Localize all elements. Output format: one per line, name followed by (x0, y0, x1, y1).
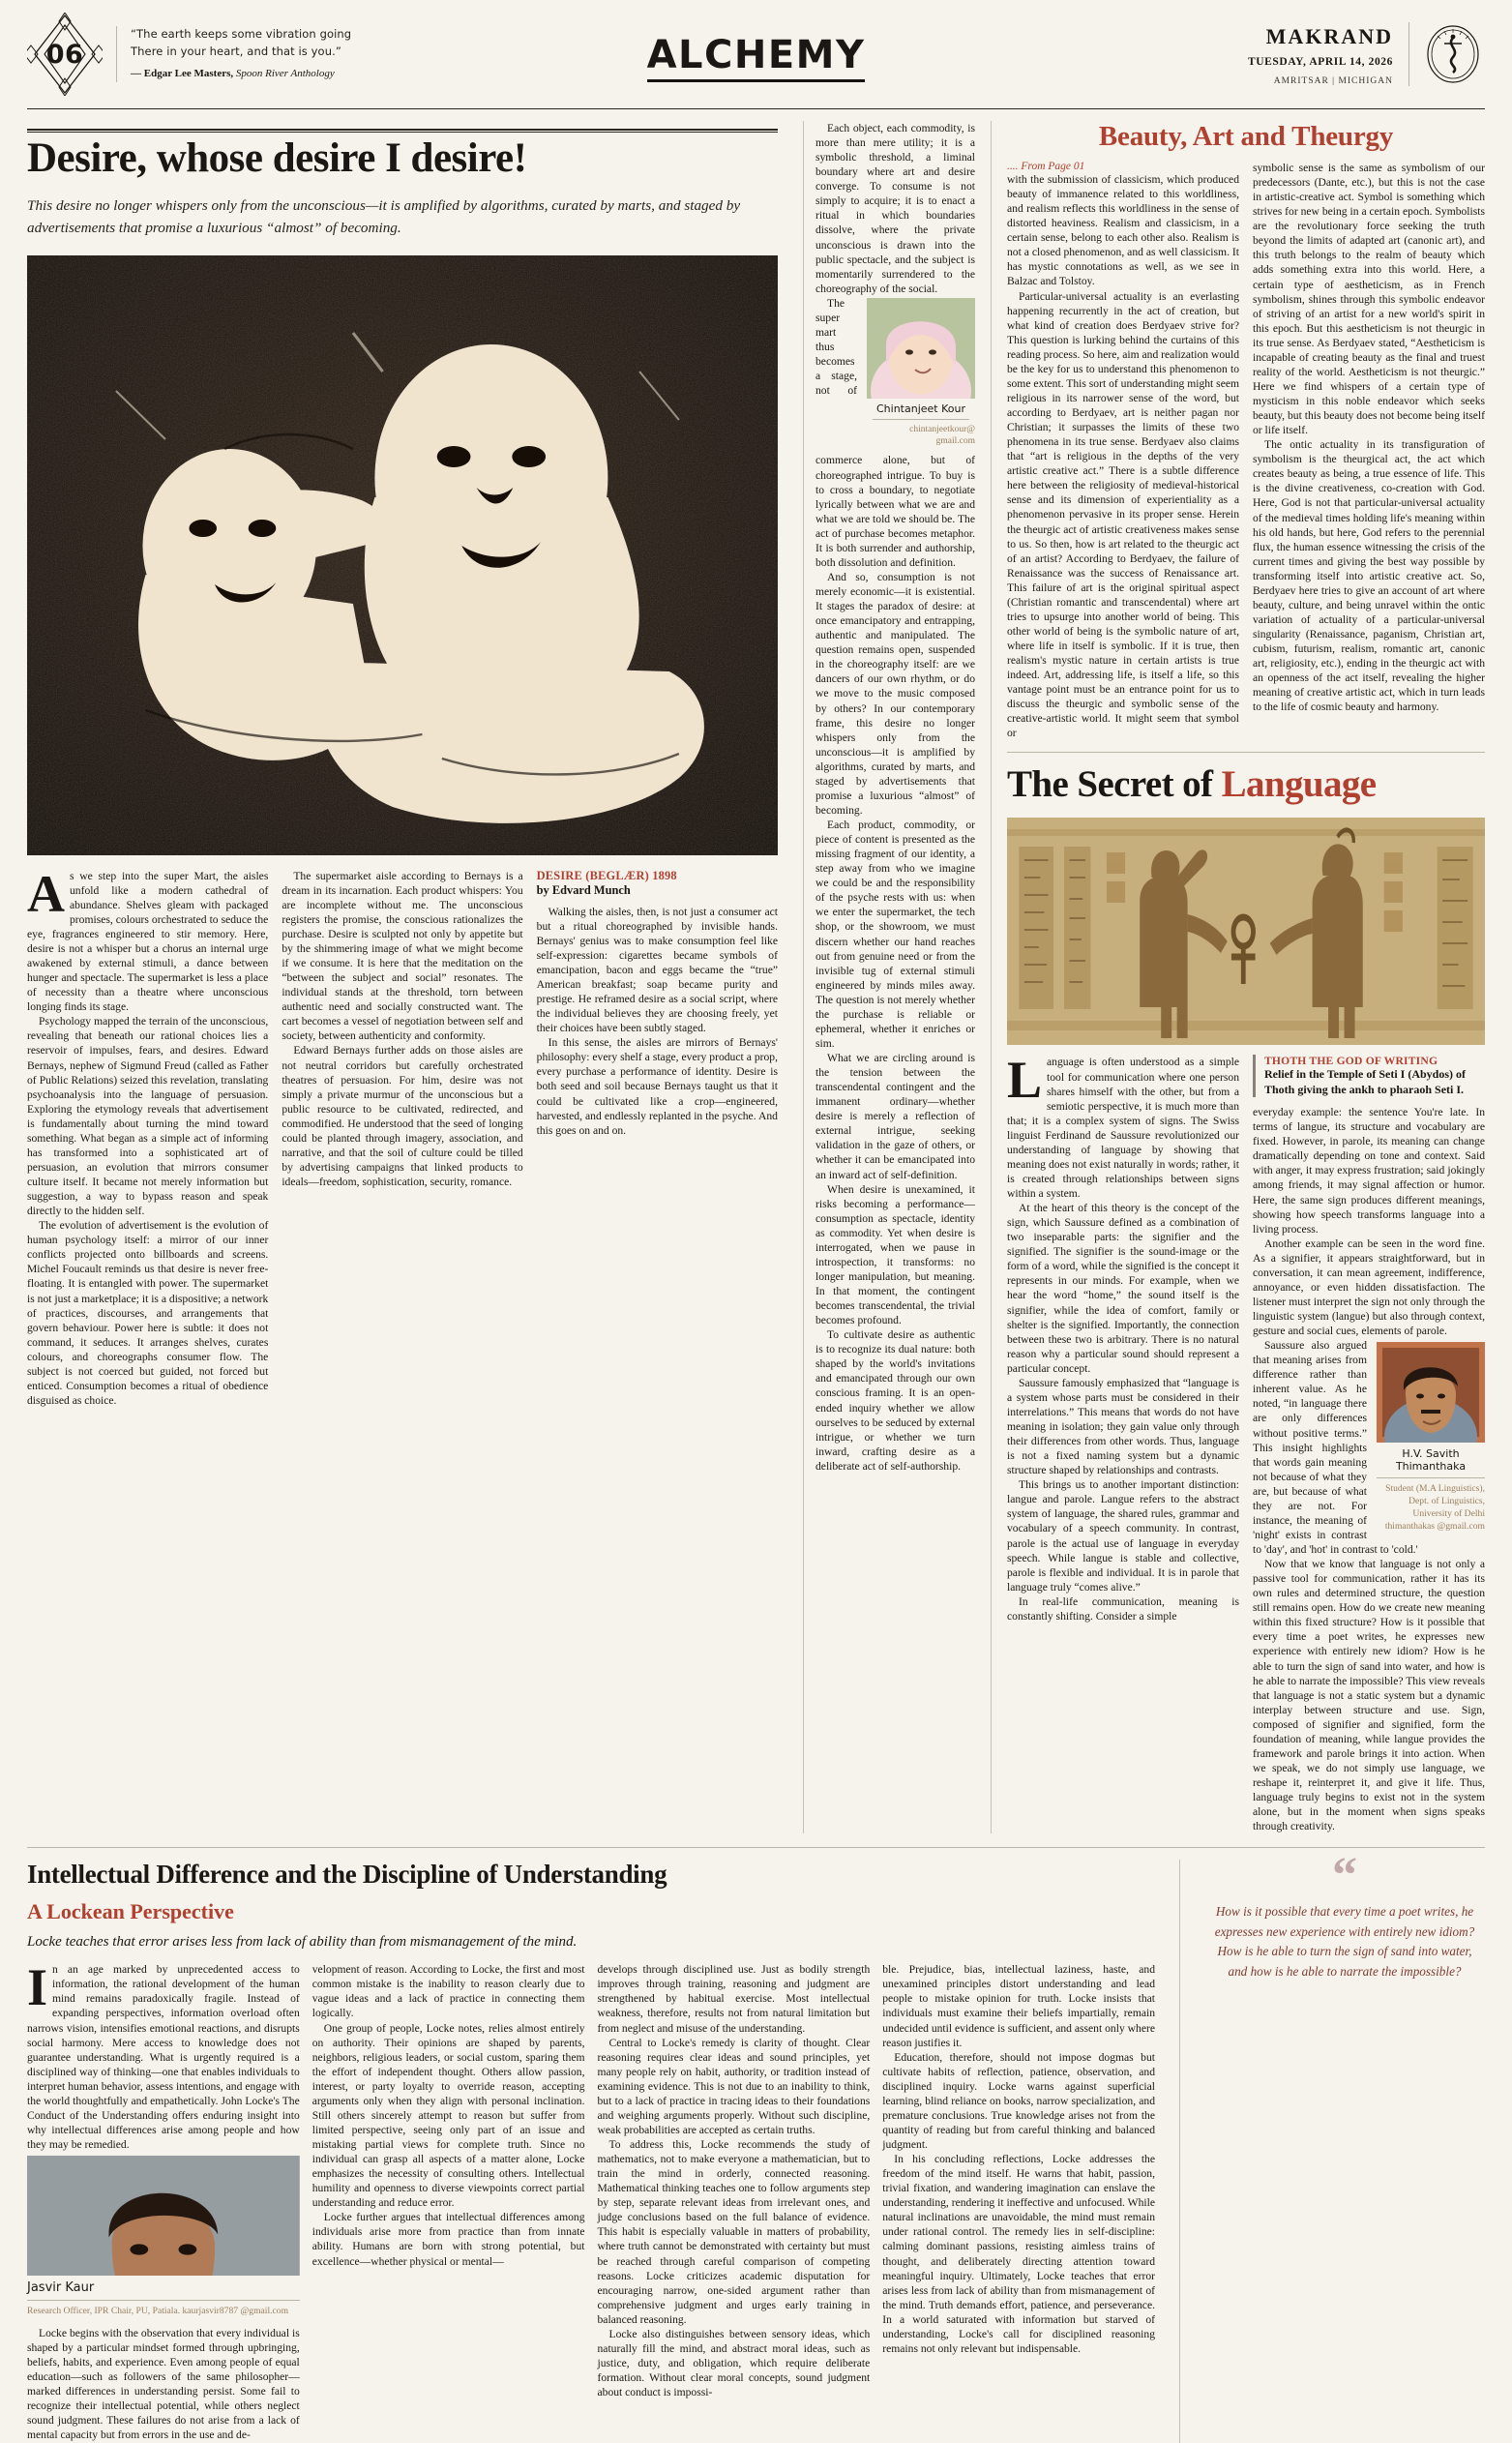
paragraph: In his concluding reflections, Locke addresses the freedom of the mind itself. He warns that habit, passion, trivial fixation, and wandering imagination can enslave the understanding, rendering it ineffective and unfocused. While natural inclinations are unavoidable, the mind must remain under rational control. The remedy lies in self-discipline: calming dominant passions, resisting aimless trains of thought, and deliberately directing attention toward meaningful inquiry. Ultimately, Locke teaches that error arises less from lack of ability than from mismanagement of the mind. Truth demands effort, patience, and perseverance. In a world saturated with information but starved of understanding, Locke's call for disciplined reasoning remains not only relevant but indispensable. (882, 2153, 1155, 2355)
paragraph: In an age marked by unprecedented access to information, the rational development of the human mind remains paradoxically fragile. Instead of expanding perspectives, information overload often narrows vision, intensifies emotional reactions, and disrupts social harmony. Mere access to knowledge does not guarantee understanding. What is urgently required is a disciplined way of thinking—one that enables individuals to interpret human behavior, assess intentions, and engage with the world thoughtfully and empathetically. John Locke's The Conduct of the Understanding offers enduring insight into why intellectual differences arise among people and how they may be remedied. (27, 1958, 300, 2152)
masthead-right (1248, 20, 1485, 88)
paragraph: Another example can be seen in the word fine. As a signifier, it appears straightforward, but in conversation, it can mean agreement, indifference, annoyance, or even hidden dissatisfaction. The listener must interpret the sign not only through the linguistic system (langue) but also through context, gesture and social cues, elements of parole. (1253, 1236, 1485, 1338)
relief-caption-desc: Relief in the Temple of Seti I (Abydos) of Thoth giving the ankh to pharaoh Seti I. (1264, 1067, 1466, 1096)
language-title-red: Language (1221, 763, 1377, 806)
author-meta: Student (M.A Linguistics), Dept. of Linguistics, University of Delhi thimanthakas @gmail.com (1384, 1483, 1485, 1532)
paragraph: Locke begins with the observation that every individual is shaped by a particular mindset formed through upbringing, beliefs, habits, and experience. Even among people of equal education—such as followers of the same philosopher—marked differences in understanding persist. Some fail to recognize their intellectual potential, while others neglect sound judgment. These failures do not arise from a lack of mental capacity but from errors in the use and de- (27, 2327, 300, 2442)
theurgy-title: Beauty, Art and Theurgy (1098, 121, 1394, 152)
lead-col-1 (27, 864, 269, 1408)
paragraph: Locke also distinguishes between sensory ideas, which naturally fill the mind, and abstract moral ideas, such as justice, duty, and obligation, which require deliberate formation. Without clear moral concepts, sound judgment about conduct is impossi- (597, 2327, 871, 2399)
paragraph: As we step into the super Mart, the aisles unfold like a modern cathedral of abundance. Shelves gleam with packaged promises, colours orchestrated to seduce the eye, fragrances engineered to stir memory. Here, desire is not a whisper but a chorus an internal urge awakened by external stimuli, a dance between hunger and spectacle. The supermarket is less a place of necessity than a theatre where unconscious longing finds its stage. (27, 864, 269, 1014)
paragraph: ble. Prejudice, bias, intellectual laziness, haste, and unexamined principles distort understanding and lead people to mistake opinion for truth. Locke insists that individuals must examine their beliefs impartially, remain undecided until evidence is sufficient, and assent only where reason justifies it. (882, 1963, 1155, 2049)
author-email-line-1: chintanjeetkour@ (909, 424, 975, 434)
bottom-grid (27, 1848, 1485, 2442)
relief-image-thoth (1007, 818, 1485, 1045)
quote-mark-icon: “ (1332, 1848, 1357, 1904)
locke-col-3 (598, 1962, 871, 2442)
masthead (17, 0, 1495, 108)
upper-right-grid (815, 121, 1485, 1833)
bottom-rule (27, 1847, 1485, 1848)
quote-work: Spoon River Anthology (235, 67, 335, 79)
masthead-quote (116, 26, 351, 82)
paragraph: Language is often understood as a simple tool for communication where one person shares himself with the other, but from a semiotic perspective, it is much more than that; it is a complex system of signs. The Swiss linguist Ferdinand de Saussure revolutionized our understanding of language by showing that meaning does not exist naturally in words; rather, it is created through relationships between signs within a system. (1007, 1051, 1239, 1200)
paragraph: velopment of reason. According to Locke, the first and most common mistake is the inability to reason clearly due to vague ideas and a lack of practice in connecting them logically. (311, 1963, 585, 2020)
language-title-black: The Secret of (1007, 763, 1222, 806)
issue-cities: AMRITSAR | MICHIGAN (1273, 75, 1393, 86)
locke-main (27, 1860, 1155, 2442)
paragraph: Education, therefore, should not impose dogmas but cultivate habits of reflection, patience, observation, and disciplined inquiry. Locke warns against superficial learning, blind reliance on books, narrow specialization, and premature conclusions. True knowledge arises not from the quantity of reading but from careful thinking and balanced judgment. (882, 2050, 1155, 2152)
column-divider (1179, 1860, 1180, 2442)
page-number: 06 (45, 39, 84, 70)
locke-subtitle: A Lockean Perspective (27, 1899, 234, 1924)
lead-columns (27, 864, 778, 1408)
section-title: ALCHEMY (647, 33, 866, 82)
language-columns (1007, 1051, 1485, 1833)
author-chip-lead (867, 298, 975, 448)
paragraph: Psychology mapped the terrain of the unconscious, revealing that beneath our rational choices lies a reservoir of impulses, fears, and desires. Edward Bernays, nephew of Sigmund Freud (called as Father of Public Relations) seized this revelation, translating psychoanalysis into the language of persuasion. Exploring the etymology reveals that advertisement is fundamentally about turning the mind toward something. What began as a simple act of informing has transformed into a sophisticated art of persuasion, an evolution that mirrors consumer culture itself. It became not merely information but suggestion, a way to bypass reason and speak directly to the hidden self. (27, 1015, 269, 1218)
paragraph: One group of people, Locke notes, relies almost entirely on authority. Their opinions are shaped by parents, neighbors, religious leaders, or social custom, sparing them the effort of independent thought. Others allow passion, interest, or party loyalty to override reason, accepting arguments only when they align with personal inclination. Still others sincerely attempt to reason but suffer from limited perspective, seeing only part of an issue and mistaking partial views for complete truth. Since no individual can grasp all aspects of a matter alone, Locke emphasizes the necessity of consulting others. Intellectual humility and openness to diverse viewpoints correct partial understanding and reduce error. (311, 2021, 585, 2210)
paragraph: symbolic sense is the same as symbolism of our predecessors (Dante, etc.), but this is not the case in artistic-creative act. Symbol is something which strives for new being in a certain epoch. Symbolists are the revolutionary force seeking the truth beyond the limits of adapted art (canonic art), and this truth belongs to the realm of beauty which adds something extra into this world. Here, a certain type of aestheticism, as in French symbolism, shines through this symbolic endeavor of striving of an artist for a new world's spirit in this epoch. But this aestheticism is not theurgic in its true sense. As Berdyaev stated, “Aestheticism is incapable of creating beauty as the final and truest reality of the world. Aestheticism is not theurgic.” Here we find whispers of a certain type of mysticism in this noble endeavor which seeks beauty, but this beauty does not become being itself or life itself. (1253, 162, 1485, 437)
paragraph: What we are circling around is the tension between the transcendental contingent and the immanent ordinary—whether desire is merely a reflection of external intrigue, seeking validation in the gaze of others, or whether it can be emancipated into an inward act of self-definition. (815, 1052, 975, 1181)
column-divider (803, 121, 804, 1833)
author-divider (873, 419, 969, 420)
paragraph: Locke further argues that intellectual differences among individuals arise more from practice than from innate ability. Humans are born with strong potential, but excellence—whether physical or mental— (311, 2211, 585, 2268)
paragraph: with the submission of classicism, which produced beauty of immanence related to this worldliness, and realism reflects this worldliness in the sense of distorted heaviness. Realism and classicism, in a certain sense, belong to each other also. Realism is not a closed phenomenon, and as well classicism. It has mystic connotations as well, as we see in Balzac and Tolstoy. (1007, 173, 1239, 288)
continuation-note: .... From Page 01 (1007, 161, 1085, 172)
theurgy-columns (1007, 161, 1485, 740)
artwork-munch-desire (27, 255, 778, 855)
language-col-1 (1007, 1051, 1239, 1833)
paragraph: To cultivate desire as authentic is to recognize its dual nature: both shaped by the world's invitations and emancipated through our own conscious framing. It is an open-ended inquiry whether we allow ourselves to be seduced by external intrigue, or whether we turn inward, crafting desire as a deliberate act of self-authorship. (815, 1328, 975, 1473)
paragraph: everyday example: the sentence You're late. In terms of langue, its structure and vocabulary are fixed. However, in parole, its meaning can change dramatically depending on tone and context. Said with anger, it may express frustration; said jokingly among friends, it may signal affection or humor. Here, the same sign produces different meanings, showing how speech transforms language into a living process. (1253, 1106, 1485, 1236)
quote-author: — Edgar Lee Masters, (131, 67, 234, 79)
author-name: Chintanjeet Kour (876, 402, 965, 415)
author-name: H.V. Savith Thimanthaka (1395, 1447, 1467, 1474)
portrait-photo-icon (27, 2156, 300, 2276)
paragraph: Walking the aisles, then, is not just a consumer act but a ritual choreographed by invisible hands. Bernays' genius was to make consumption feel like self-expression: cigarettes became symbols of emancipation, bacon and eggs became the “true” American breakfast; soap became purity and prestige. He reframed desire as a social script, where the individual believes they are choosing freely, yet their choices have been subtly staged. (536, 905, 778, 1035)
paragraph: In real-life communication, meaning is constantly shifting. Consider a simple (1007, 1594, 1239, 1623)
author-name: Jasvir Kaur (27, 2280, 95, 2296)
theurgy-col-2 (1253, 161, 1485, 740)
quote-line-1: “The earth keeps some vibration going (131, 27, 352, 42)
lead-col-3 (537, 869, 778, 1408)
paragraph: Central to Locke's remedy is clarity of thought. Clear reasoning requires clear ideas and sound principles, yet many people rely on habit, authority, or tradition instead of examining evidence. This is not due to an inability to think, but to a lack of practice in tracing ideas to their foundations and weighing arguments properly. Without such discipline, weak probabilities are accepted as certain truths. (597, 2036, 871, 2136)
masthead-divider (1408, 22, 1409, 86)
locke-title: Intellectual Difference and the Discipline of Understanding (27, 1860, 667, 1890)
artwork-caption-title: DESIRE (BEGLÆR) 1898 (536, 868, 677, 882)
masthead-rule (27, 108, 1485, 109)
paragraph: Edward Bernays further adds on those aisles are not neutral corridors but carefully orchestrated theatres of persuasion. For him, desire was not simply a private murmur of the unconscious but a public resource to be cultivated, redirected, and commodified. He understood that the seed of longing could be planted through imagery, association, and narrative, and that the soil of culture could be tilled by advertising campaigns that linked products to ideals—freedom, sophistication, security, romance. (282, 1044, 523, 1189)
author-email-line-2: gmail.com (935, 436, 975, 447)
paragraph: The super mart thus becomes a stage, not of commerce alone, but of choreographed intrigue. To buy is to cross a boundary, to negotiate lyrically between what we are and what we are told we should be. The act of purchase becomes metaphor. It is both surrender and authorship, both dissolution and definition. (815, 296, 975, 569)
author-bio-locke (27, 2156, 300, 2318)
paragraph: Now that we know that language is not only a passive tool for communication, rather it has its own rules and determined structure, the question still remains open. How do we create new meaning within this fixed structure? How is it possible that every time a poet writes, he expresses new experience with entirely new idiom? How is he able to turn the sign of sand into water, and how is he able to narrate the impossible? This view reveals that language is not a static system but a dynamic interplay between structure and use. Sign, composed of signifier and signified, form the foundation of meaning, while langue provides the framework and parole brings it into action. When we speak, we do not simply use language, we reshape it, reinterpret it, and give it life. Thus, language truly begins to exist not in the system alone, but in the moment when signs speaks through creativity. (1253, 1558, 1485, 1833)
language-title (1007, 762, 1485, 806)
author-photo (867, 298, 975, 399)
portrait-photo-icon (867, 298, 975, 399)
pullquote (1204, 1848, 1485, 1981)
paragraph: The ontic actuality in its transfiguration of symbolism is the theurgical act, the act which creates beauty as being, a true essence of life. This is the divine creativeness, co-creation with God. Here, God is not that particular-universal actuality of the medieval times holding life's meaning within his old hands, but here, God refers to the perennial flux, the human essence witnessing the crisis of the current times and giving the best way possible by transforming itself into artistic creative act. So, Berdyaev here tries to give an account of art where beauty, culture, and being unravel within the ontic variation of actuality of a particular-universal singularity (Renaissance, paganism, Christian art, cubism, futurism, realism, romantic art, canonic art, religiosity, etc.), ending in the theurgic act with an openness of the act itself, revealing the higher meaning of creative artistic act, which in turn leads to the life of cosmic beauty and harmony. (1253, 438, 1485, 714)
paragraph: And so, consumption is not merely economic—it is existential. It stages the paradox of desire: at once emancipatory and entrapping, authentic and manipulated. The question remains open, suspended in the choreography itself: are we dancers of our own rhythm, or do we move to the music composed by others? In our contemporary frame, this desire no longer whispers only from the unconscious—it is amplified by algorithms, curated by marts, and staged by advertisements that promise a luxurious “almost” of becoming. (815, 570, 975, 817)
locke-col-1 (27, 1958, 300, 2442)
main-body (17, 121, 1495, 1833)
paragraph: In this sense, the aisles are mirrors of Bernays' philosophy: every shelf a stage, every product a prop, every purchase a performance of identity. Desire is both seed and soil because Bernays taught us that it could be cultivated like a crop—engineered, harvested, and endlessly replanted in the psyche. And this goes on and on. (536, 1036, 778, 1137)
relief-caption-title: THOTH THE GOD OF WRITING (1264, 1055, 1438, 1068)
author-bio-language (1377, 1342, 1485, 1534)
egyptian-relief-icon (1007, 818, 1485, 1045)
masthead-meta (1248, 20, 1393, 88)
locke-columns (27, 1958, 1155, 2442)
lead-col-2 (282, 869, 522, 1408)
author-photo (1377, 1342, 1485, 1443)
lead-deck: This desire no longer whispers only from the unconscious—it is amplified by algorithms, curated by marts, and staged by advertisements that promise a luxurious “almost” of becoming. (27, 197, 741, 236)
lead-story (27, 121, 791, 1833)
paragraph: Saussure famously emphasized that “language is a system whose parts must be considered in their interrelations.” This means that words do not have meaning in isolation; they gain value only through their differences from other words. Thus, language is not a fixed naming system but a dynamic structure shaped by relationships and contrasts. (1007, 1376, 1239, 1477)
artwork-caption (537, 869, 778, 898)
relief-caption (1253, 1055, 1485, 1097)
author-photo (27, 2156, 300, 2276)
pullquote-text: How is it possible that every time a poet writes, he expresses new experience with entirely new idiom? How is he able to turn the sign of sand into water, and how is he able to narrate the impossible? (1214, 1904, 1475, 1979)
theurgy-col-1 (1007, 161, 1239, 740)
pullquote-panel (1204, 1848, 1485, 2442)
lead-top-rule (27, 129, 778, 133)
paragraph: Saussure also argued that meaning arises from difference rather than inherent value. As he noted, “in language there are only differences without positive terms.” This insight highlights that words gain meaning not because of what they are, but because of what they are not. For instance, the meaning of 'night' exists in contrast to 'day', and 'hot' in contrast to 'cold.' (1253, 1339, 1418, 1557)
portrait-photo-icon (1377, 1342, 1485, 1443)
paragraph: develops through disciplined use. Just as bodily strength improves through training, reasoning and judgment are strengthened by habitual exercise. Most intellectual weakness, therefore, results not from natural limitation but from neglect and misuse of the understanding. (597, 1963, 871, 2035)
section-rule (1007, 752, 1485, 753)
author-meta: Research Officer, IPR Chair, PU, Patiala. kaurjasvir8787 @gmail.com (27, 2306, 289, 2317)
page-title: Desire, whose desire I desire! (27, 135, 527, 181)
paragraph: When desire is unexamined, it risks becoming a performance—consumption as spectacle, identity as commodity. Yet when desire is interrogated, when we pause in introspection, it transforms: no longer manipulation, but meaning. In that moment, the contingent becomes transcendental, the trivial becomes profound. (815, 1182, 975, 1327)
right-column-group (815, 121, 1485, 1833)
artwork-caption-artist: by Edvard Munch (536, 882, 631, 897)
issue-date: TUESDAY, APRIL 14, 2026 (1247, 56, 1393, 69)
quote-attribution (131, 66, 351, 82)
paper-name: MAKRAND (1265, 24, 1393, 49)
locke-col-2 (312, 1962, 585, 2442)
quote-line-2: There in your heart, and that is you.” (131, 44, 341, 58)
locke-col-4 (882, 1962, 1155, 2442)
paragraph: This brings us to another important distinction: langue and parole. Langue refers to the abstract system of language, the shared rules, grammar and vocabulary of a speech community. In contrast, parole is the actual use of language in everyday speech. While langue is stable and collective, parole is flexible and individual. It is in parole that language truly “comes alive.” (1007, 1478, 1239, 1594)
page-number-badge (27, 13, 103, 96)
paragraph: Particular-universal actuality is an everlasting happening recurrently in the act of creation, but what kind of creation does Berdyaev strive for? This question is lurking behind the curtains of this reading process. So here, aim and realization would be the key for us to understand this phenomenon to some extent. This sort of understanding might seem religious in its narrower sense of the word, but according to Berdyaev, art is neither pagan nor Christian; it surpasses the limits of these two phenomena in its true sense. Berdyaev also claims that “art is religious in the depths of the very artistic creative act.” There is a subtle difference here between the religiosity of medieval-historical sense and its dimension of experientiality as a phenomenon pervasive in its proper sense. Herein the theurgic act of artistic creativeness makes sense to us. So then, how is art related to the theurgic act of an artist? According to Berdyaev, the failure of Renaissance was the success of Renaissance art. This failure of art is the original spiritual aspect (Christian romantic and transcendental) where art tries to upsurge into another world of being. This other world of being is the symbolic nature of art, where life in itself is symbolic. If it is true, then realism's mystic nature in certain artists is true indeed. Art, addressing life, is itself a life, so this vantage point must be an entrance point for us to discuss the theurgic and symbolic sense of the creative-artistic world. It might seem that symbol or (1007, 289, 1239, 740)
paragraph: The evolution of advertisement is the evolution of human psychology itself: a mirror of our inner conflicts projected onto billboards and screens. Michel Foucault reminds us that desire is never free-floating. It is entangled with power. The supermarket is not just a marketplace; it is a dispositive; a network of practices, discourses, and arrangements that govern behaviour. Power here is subtle: it does not command, it seduces. It arranges shelves, curates colours, and choreographs consumer flow. The subject is not coerced but guided, not forced but enticed. Consumption becomes a ritual of obedience disguised as choice. (27, 1219, 269, 1407)
locke-article (17, 1847, 1495, 2442)
language-col-2 (1253, 1055, 1485, 1833)
folio-group (27, 13, 351, 96)
paragraph: The supermarket aisle according to Bernays is a dream in its incarnation. Each product whispers: You are incomplete without me. The unconscious registers the promise, the conscious rationalizes the purchase. Desire is sculpted not only by appetite but by the shimmering image of what we might become if we consume. It is here that the meditation on the “between the subject and social” resonates. The individual stands at the threshold, torn between authentic need and socially constructed want. The cart becomes a vessel of negotiation between self and society, between authenticity and conformity. (282, 869, 523, 1043)
locke-deck: Locke teaches that error arises less from lack of ability than from mismanagement of the mind. (27, 1934, 578, 1951)
author-divider (27, 2300, 300, 2301)
paragraph: Each product, commodity, or piece of content is presented as the missing fragment of our identity, a step away from who we imagine we could be and the responsibility of the psyche rests with us: when we enter the supermarket, the tech shop, or the showroom, we must discern whether our hand reaches out from genuine need or from the invisible tug of external stimuli engineered by minds miles away. The question is not merely whether the purchase is reliable or ephemeral, whether it enriches or sim. (815, 819, 975, 1050)
woodcut-illustration-icon (27, 255, 778, 855)
theurgy-article (1007, 121, 1485, 1833)
paragraph: To address this, Locke recommends the study of mathematics, not to make everyone a mathematician, but to train the mind in orderly, connected reasoning. Mathematical thinking teaches one to follow arguments step by step, separate relevant ideas from irrelevant ones, and judge conclusions based on the full balance of evidence. This habit is especially valuable in matters of probability, where truth cannot be demonstrated with certainty but must be reached through careful comparison of competing reasons. Locke criticizes academic disputation for encouraging narrow, one-sided argument rather than comprehensive judgment and urges early training in balanced reasoning. (597, 2138, 871, 2326)
author-divider (1377, 1477, 1485, 1478)
lead-col-4 (815, 121, 975, 1833)
paragraph: At the heart of this theory is the concept of the sign, which Saussure defined as a combination of two inseparable parts: the signifier and the signified. The signifier is the sound-image or the form of a word, while the signified is the concept it represents in our minds. For example, when we hear the word “home,” the sound itself is the signifier, while the idea of comfort, family or shelter is the signified. Importantly, the connection between these two is arbitrary. There is no natural reason why a particular sound should represent a particular concept. (1007, 1202, 1239, 1375)
column-divider (991, 121, 992, 1833)
caduceus-seal-icon (1425, 24, 1481, 84)
paragraph: Each object, each commodity, is more than mere utility; it is a symbolic threshold, a liminal boundary where art and desire converge. To consume is not simply to acquire; it is to enact a ritual in which boundaries dissolve, where the private unconscious is drawn into the public spectacle, and the subject is momentarily surrendered to the choreography of the social. (815, 122, 975, 295)
